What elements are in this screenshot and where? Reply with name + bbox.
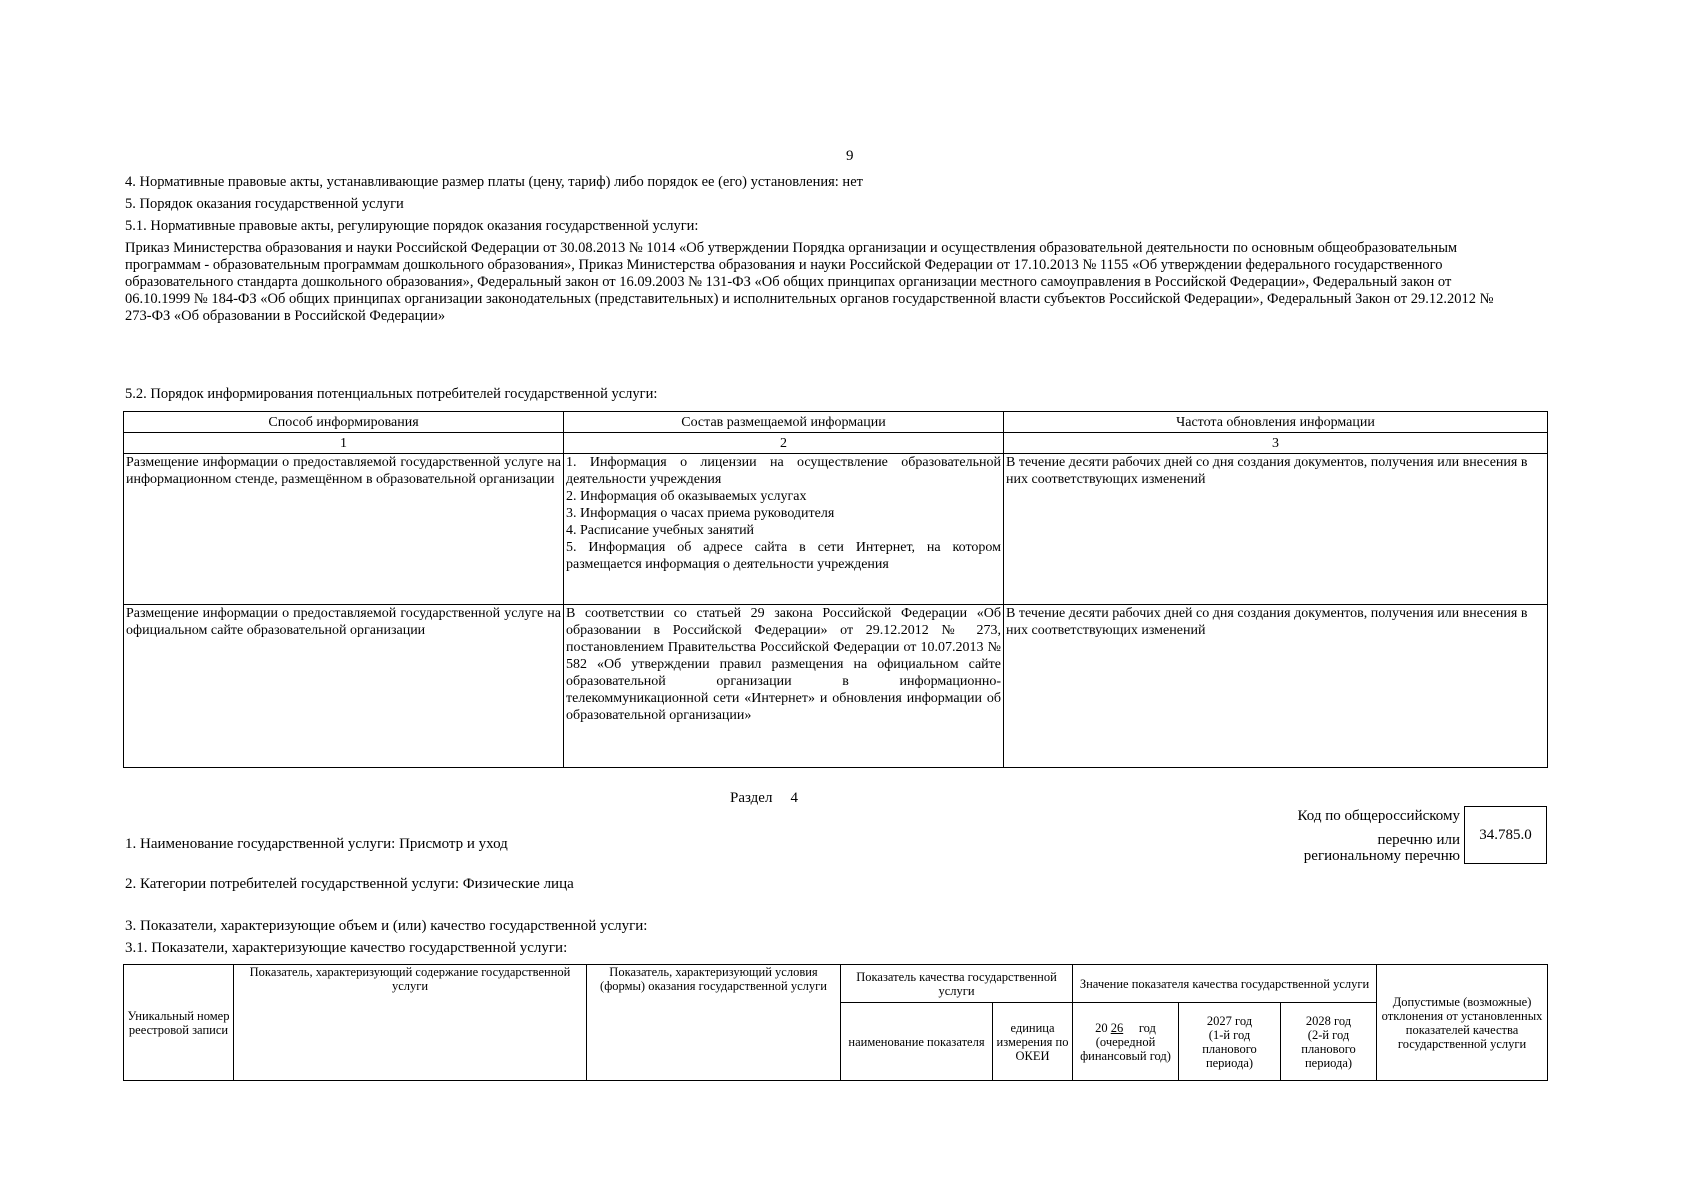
list-item: 4. Расписание учебных занятий: [566, 523, 755, 538]
header-unit: единица измерения по ОКЕИ: [993, 1003, 1073, 1081]
row-method: Размещение информации о предоставляемой государственной услуге на информационном стенде, размещённом в образовательной организации: [124, 454, 564, 605]
year-1-prefix: 20: [1095, 1020, 1108, 1035]
header-content: Состав размещаемой информации: [564, 412, 1004, 433]
code-label-line: Код по общероссийскому: [1297, 808, 1460, 824]
code-label-line: перечню или: [1377, 832, 1460, 848]
code-label-line: региональному перечню: [1303, 848, 1460, 864]
header-quality-indicator: Показатель качества государственной услуги: [841, 965, 1073, 1003]
header-method: Способ информирования: [124, 412, 564, 433]
header-unique-number: Уникальный номер реестровой записи: [124, 965, 234, 1081]
info-table-header: [124, 412, 1548, 433]
year-1-note: (очередной финансовый год): [1080, 1034, 1171, 1063]
row-content: [564, 605, 1004, 768]
quality-table-header: [124, 965, 1548, 1003]
year-1-label: [1075, 1021, 1176, 1035]
col-number-3: 3: [1004, 433, 1548, 454]
quality-heading: 3.1. Показатели, характеризующие качество государственной услуги:: [125, 940, 568, 956]
service-name: 1. Наименование государственной услуги: Присмотр и уход: [125, 836, 508, 852]
item-5: 5. Порядок оказания государственной услуги: [125, 196, 404, 212]
row-frequency: В течение десяти рабочих дней со дня создания документов, получения или внесения в них соответствующих изменений: [1004, 605, 1548, 768]
item-5-2: 5.2. Порядок информирования потенциальных потребителей государственной услуги:: [125, 386, 658, 402]
header-year-2: [1179, 1003, 1281, 1081]
section-label: Раздел: [730, 790, 773, 806]
row-method: Размещение информации о предоставляемой государственной услуге на официальном сайте образовательной организации: [124, 605, 564, 768]
header-frequency: Частота обновления информации: [1004, 412, 1548, 433]
table-row: [124, 605, 1548, 768]
quality-table: [123, 964, 1548, 1081]
item-5-1: 5.1. Нормативные правовые акты, регулирующие порядок оказания государственной услуги:: [125, 218, 699, 234]
year-3-label: 2028 год: [1305, 1013, 1352, 1028]
header-content-indicator: Показатель, характеризующий содержание государственной услуги: [234, 965, 587, 1081]
regulatory-acts: Приказ Министерства образования и науки Российской Федерации от 30.08.2013 № 1014 «Об утверждении Порядка организации и осуществления образовательной деятельности по основным общеобразовательным программам - образовательным программам дошкольного образования», Приказ Министерства образования и науки Российской Федерации от 17.10.2013 № 1155 «Об утверждении федерального государственного образовательного стандарта дошкольного образования», Федеральный закон от 16.09.2003 № 131-ФЗ «Об общих принципах организации местного самоуправления в Российской Федерации», Федеральный закон от 06.10.1999 № 184-ФЗ «Об общих принципах организации законодательных (представительных) и исполнительных органов государственной власти субъектов Российской Федерации», Федеральный Закон от 29.12.2012 № 273-ФЗ «Об образовании в Российской Федерации»: [125, 240, 1494, 324]
year-2-label: 2027 год: [1206, 1013, 1253, 1028]
list-item: В соответствии со статьей 29 закона Российской Федерации «Об образовании в Российской Федерации» от 29.12.2012 № 273, постановлением Правительства Российской Федерации от 10.07.2013 № 582 «Об утверждении правил размещения на официальном сайте образовательной организации в информационно-телекоммуникационной сети «Интернет» и обновления информации об образовательной организации»: [566, 606, 1001, 723]
page-number: 9: [846, 148, 854, 164]
year-2-note: (1-й год планового периода): [1202, 1027, 1257, 1070]
year-3-note: (2-й год планового периода): [1301, 1027, 1356, 1070]
info-table-numbers: [124, 433, 1548, 454]
year-1-suffix: 26: [1110, 1020, 1124, 1035]
header-year-3: [1281, 1003, 1377, 1081]
code-value-box: 34.785.0: [1464, 806, 1547, 864]
col-number-1: 1: [124, 433, 564, 454]
list-item: 2. Информация об оказываемых услугах: [566, 489, 807, 504]
list-item: 3. Информация о часах приема руководителя: [566, 506, 835, 521]
header-value-indicator: Значение показателя качества государственной услуги: [1073, 965, 1377, 1003]
col-number-2: 2: [564, 433, 1004, 454]
row-frequency: В течение десяти рабочих дней со дня создания документов, получения или внесения в них соответствующих изменений: [1004, 454, 1548, 605]
indicators-heading: 3. Показатели, характеризующие объем и (или) качество государственной услуги:: [125, 918, 648, 934]
info-table: [123, 411, 1548, 768]
item-4: 4. Нормативные правовые акты, устанавливающие размер платы (цену, тариф) либо порядок ее (его) установления: нет: [125, 174, 863, 190]
list-item: 1. Информация о лицензии на осуществление образовательной деятельности учреждения: [566, 455, 1001, 487]
section-heading: [730, 790, 798, 807]
list-item: 5. Информация об адресе сайта в сети Интернет, на котором размещается информация о деятельности учреждения: [566, 540, 1001, 572]
code-label: [1230, 808, 1460, 864]
table-row: [124, 454, 1548, 605]
section-number: 4: [790, 790, 798, 806]
header-conditions-indicator: Показатель, характеризующий условия (формы) оказания государственной услуги: [587, 965, 841, 1081]
year-1-word: год: [1138, 1020, 1156, 1035]
header-indicator-name: наименование показателя: [841, 1003, 993, 1081]
header-deviation: Допустимые (возможные) отклонения от установленных показателей качества государственной услуги: [1377, 965, 1548, 1081]
row-content: [564, 454, 1004, 605]
consumer-category: 2. Категории потребителей государственной услуги: Физические лица: [125, 876, 574, 892]
header-year-1: [1073, 1003, 1179, 1081]
